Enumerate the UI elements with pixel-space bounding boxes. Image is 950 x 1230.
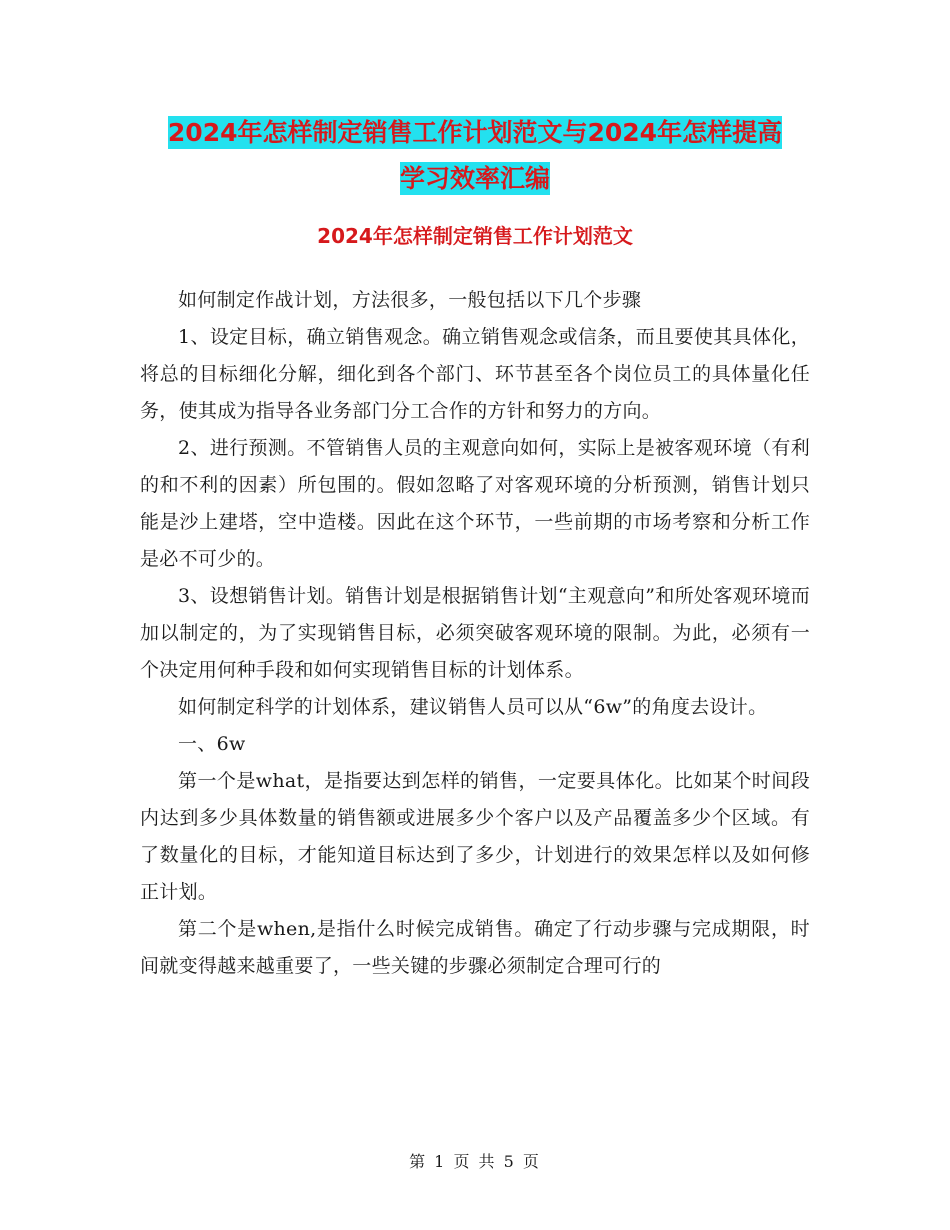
document-body — [140, 282, 810, 985]
document-title-line-2: 学习效率汇编 — [399, 164, 550, 193]
paragraph: 如何制定作战计划，方法很多，一般包括以下几个步骤 — [178, 289, 642, 311]
page-number-footer: 第 1 页 共 5 页 — [409, 1152, 541, 1171]
paragraph: 1、设定目标，确立销售观念。确立销售观念或信条，而且要使其具体化，将总的目标细化分解，细化到各个部门、环节甚至各个岗位员工的具体量化任务，使其成为指导各业务部门分工合作的方针和努力的方向。 — [140, 326, 810, 422]
paragraph: 第二个是when,是指什么时候完成销售。确定了行动步骤与完成期限，时间就变得越来越重要了，一些关键的步骤必须制定合理可行的 — [140, 918, 810, 977]
paragraph: 一、6w — [178, 733, 246, 755]
document-title — [140, 110, 810, 202]
paragraph: 3、设想销售计划。销售计划是根据销售计划“主观意向”和所处客观环境而加以制定的，为了实现销售目标，必须突破客观环境的限制。为此，必须有一个决定用何种手段和如何实现销售目标的计划体系。 — [140, 585, 810, 681]
document-title-line-1: 2024年怎样制定销售工作计划范文与2024年怎样提高 — [167, 118, 783, 147]
paragraph: 如何制定科学的计划体系，建议销售人员可以从“6w”的角度去设计。 — [178, 696, 768, 718]
paragraph: 2、进行预测。不管销售人员的主观意向如何，实际上是被客观环境（有利的和不利的因素）所包围的。假如忽略了对客观环境的分析预测，销售计划只能是沙上建塔，空中造楼。因此在这个环节，一些前期的市场考察和分析工作是必不可少的。 — [140, 437, 810, 570]
paragraph: 第一个是what，是指要达到怎样的销售，一定要具体化。比如某个时间段内达到多少具体数量的销售额或进展多少个客户以及产品覆盖多少个区域。有了数量化的目标，才能知道目标达到了多少，计划进行的效果怎样以及如何修正计划。 — [140, 770, 810, 903]
section-title: 2024年怎样制定销售工作计划范文 — [317, 224, 633, 248]
